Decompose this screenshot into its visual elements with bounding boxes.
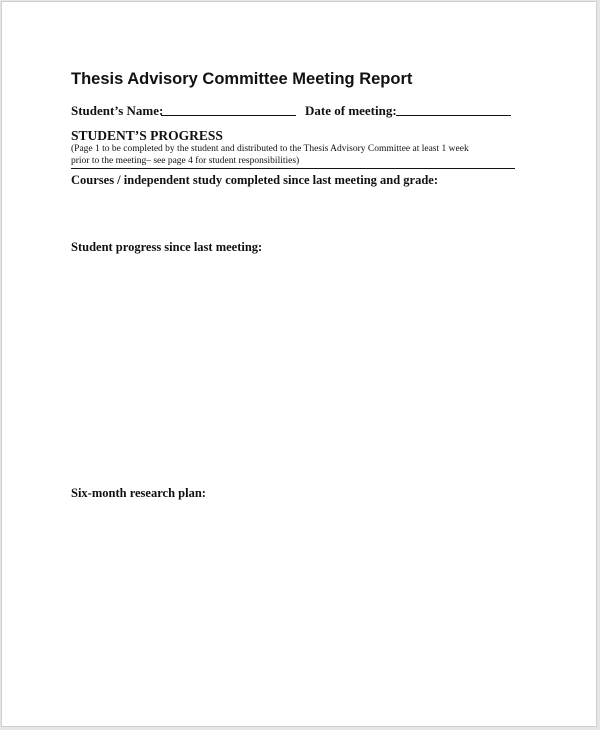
courses-prompt: Courses / independent study completed since last meeting and grade:	[71, 173, 439, 187]
progress-note-line-1: (Page 1 to be completed by the student and distributed to the Thesis Advisory Committee at least 1 week	[71, 144, 469, 154]
progress-note	[71, 143, 469, 167]
document-title: Thesis Advisory Committee Meeting Report	[71, 70, 413, 88]
document-page	[1, 1, 597, 727]
student-name-field[interactable]	[161, 115, 296, 116]
progress-note-line-2: prior to the meeting– see page 4 for student responsibilities)	[71, 156, 300, 166]
section-divider	[71, 168, 515, 169]
date-of-meeting-label: Date of meeting:	[305, 103, 397, 118]
date-of-meeting-field[interactable]	[396, 115, 511, 116]
student-name-label: Student’s Name:	[71, 103, 164, 118]
research-plan-prompt: Six-month research plan:	[71, 486, 206, 500]
progress-heading: STUDENT’S PROGRESS	[71, 128, 223, 143]
student-progress-prompt: Student progress since last meeting:	[71, 240, 263, 254]
